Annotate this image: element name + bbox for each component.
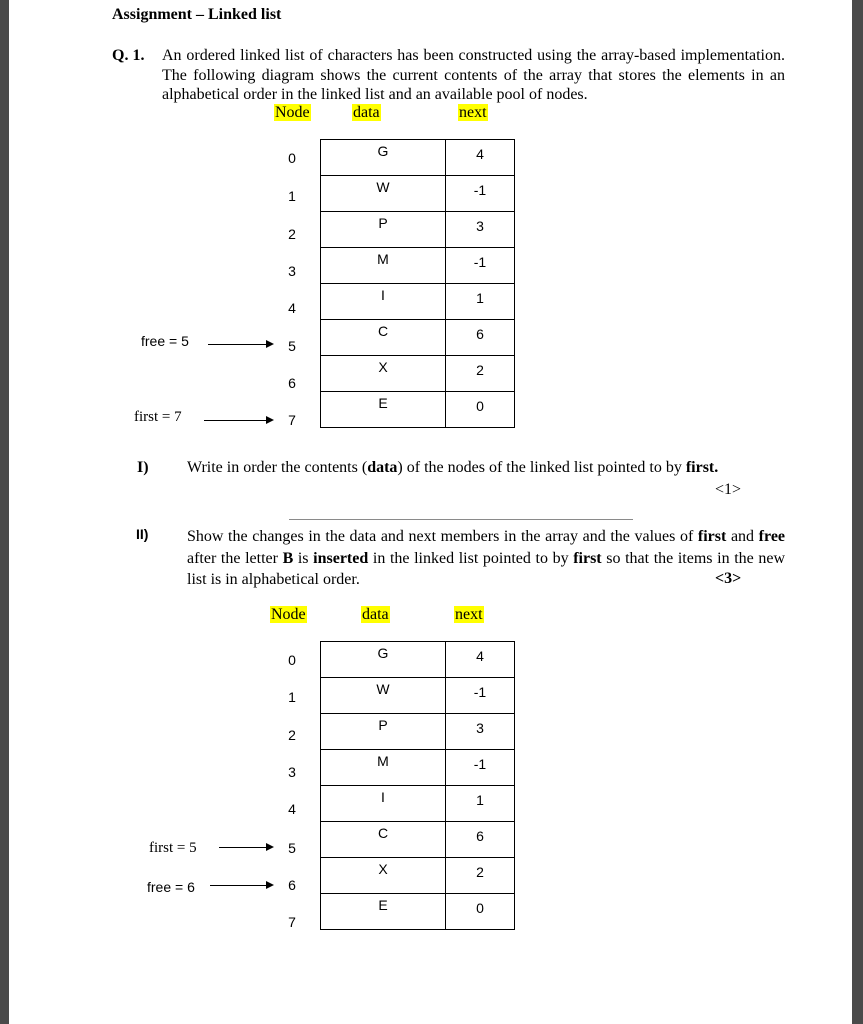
header-data: data	[362, 606, 389, 623]
next-cell: -1	[446, 176, 515, 212]
next-cell: 0	[446, 392, 515, 428]
data-cell: G	[321, 140, 446, 176]
table-row	[321, 392, 515, 428]
data-cell: W	[321, 176, 446, 212]
next-cell: -1	[446, 678, 515, 714]
free-pointer-label: free = 5	[141, 333, 189, 349]
table-row	[321, 858, 515, 894]
answer-line	[289, 519, 633, 520]
table-row	[321, 248, 515, 284]
data-cell: I	[321, 284, 446, 320]
next-cell: -1	[446, 750, 515, 786]
header-data: data	[353, 104, 380, 121]
part2-label: II)	[136, 526, 149, 542]
index-label: 0	[288, 652, 296, 668]
index-label: 3	[288, 263, 296, 279]
data-cell: X	[321, 858, 446, 894]
free-pointer-label: free = 6	[147, 879, 195, 895]
first-pointer-label: first = 5	[149, 840, 197, 856]
data-cell: P	[321, 714, 446, 750]
header-next: next	[455, 606, 483, 623]
data-cell: M	[321, 248, 446, 284]
table-row	[321, 750, 515, 786]
table-row	[321, 714, 515, 750]
header-node: Node	[271, 606, 306, 623]
question-number: Q. 1.	[112, 47, 145, 64]
header-node: Node	[275, 104, 310, 121]
table-row	[321, 320, 515, 356]
index-label: 6	[288, 877, 296, 893]
page-title: Assignment – Linked list	[112, 6, 282, 23]
part1-label: I)	[137, 459, 149, 476]
table-row	[321, 894, 515, 930]
index-label: 6	[288, 375, 296, 391]
data-cell: E	[321, 894, 446, 930]
header-next: next	[459, 104, 487, 121]
table-row	[321, 140, 515, 176]
part2-text: Show the changes in the data and next members in the array and the values of first and free after the letter B is inserted in the linked list pointed to by first so that the items in the new list is in alphabetical order.	[187, 528, 786, 588]
left-border	[0, 0, 9, 1024]
part1-text: Write in order the contents (data) of the nodes of the linked list pointed to by first.	[187, 459, 719, 476]
table-row	[321, 642, 515, 678]
data-cell: M	[321, 750, 446, 786]
index-label: 5	[288, 338, 296, 354]
next-cell: 0	[446, 894, 515, 930]
data-cell: C	[321, 822, 446, 858]
index-label: 7	[288, 914, 296, 930]
index-label: 1	[288, 689, 296, 705]
index-label: 2	[288, 727, 296, 743]
first-arrow-icon	[219, 847, 272, 848]
table-row	[321, 786, 515, 822]
table-row	[321, 284, 515, 320]
index-label: 4	[288, 801, 296, 817]
index-label: 4	[288, 300, 296, 316]
question-text: An ordered linked list of characters has been constructed using the array-based implementation. The following diagram shows the current contents of the array that stores the elements in an alphabetical order in the linked list and an available pool of nodes.	[162, 47, 785, 103]
next-cell: 4	[446, 642, 515, 678]
index-label: 3	[288, 764, 296, 780]
free-arrow-icon	[210, 885, 272, 886]
data-cell: W	[321, 678, 446, 714]
table-row	[321, 356, 515, 392]
data-cell: I	[321, 786, 446, 822]
index-label: 0	[288, 150, 296, 166]
data-cell: E	[321, 392, 446, 428]
array-table-1	[320, 139, 515, 428]
index-label: 7	[288, 412, 296, 428]
table-row	[321, 212, 515, 248]
table-row	[321, 176, 515, 212]
right-border	[852, 0, 863, 1024]
data-cell: G	[321, 642, 446, 678]
next-cell: 2	[446, 858, 515, 894]
first-arrow-icon	[204, 420, 272, 421]
first-pointer-label: first = 7	[134, 409, 182, 425]
index-label: 5	[288, 840, 296, 856]
data-cell: C	[321, 320, 446, 356]
next-cell: 3	[446, 212, 515, 248]
part2-marks: <3>	[715, 570, 742, 587]
next-cell: 1	[446, 786, 515, 822]
part1-marks: <1>	[715, 481, 742, 498]
next-cell: 3	[446, 714, 515, 750]
table-row	[321, 822, 515, 858]
next-cell: 4	[446, 140, 515, 176]
next-cell: 6	[446, 320, 515, 356]
data-cell: P	[321, 212, 446, 248]
next-cell: 1	[446, 284, 515, 320]
array-table-2	[320, 641, 515, 930]
free-arrow-icon	[208, 344, 272, 345]
index-label: 1	[288, 188, 296, 204]
index-label: 2	[288, 226, 296, 242]
data-cell: X	[321, 356, 446, 392]
next-cell: -1	[446, 248, 515, 284]
table-row	[321, 678, 515, 714]
next-cell: 6	[446, 822, 515, 858]
next-cell: 2	[446, 356, 515, 392]
